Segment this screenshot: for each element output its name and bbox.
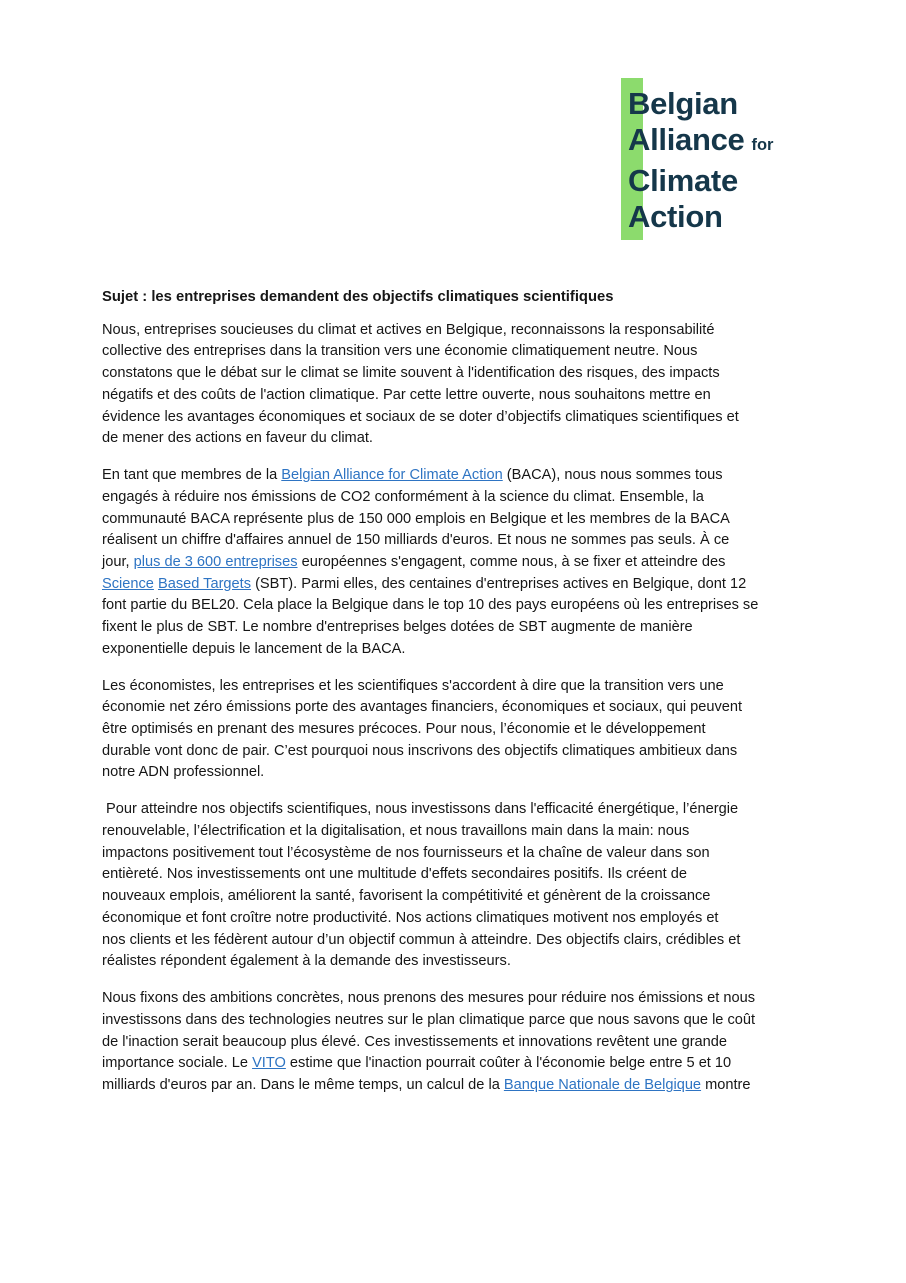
- letter-content: [102, 287, 802, 1112]
- banque-nationale-link[interactable]: Banque Nationale de Belgique: [503, 1076, 702, 1093]
- text-line: Nous fixons des ambitions concrètes, nous prenons des mesures pour réduire nos émissions et nous: [102, 990, 756, 1007]
- text-line: nos clients et les fédèrent autour d’un objectif commun à atteindre. Des objectifs clairs, crédibles et: [102, 931, 741, 948]
- based-targets-link[interactable]: Based Targets: [157, 575, 252, 592]
- text-line: renouvelable, l’électrification et la digitalisation, et nous travaillons main dans la main: nous: [102, 823, 690, 840]
- letter-body: [102, 320, 802, 1097]
- text-line: réalisent un chiffre d'affaires annuel de 150 milliards d'euros. Et nous ne sommes pas seuls. À ce: [102, 532, 730, 549]
- text-line: fixent le plus de SBT. Le nombre d'entreprises belges dotées de SBT augmente de manière: [102, 619, 693, 636]
- text-line: négatifs et des coûts de l'action climatique. Par cette lettre ouverte, nous souhaitons mettre en: [102, 386, 711, 403]
- text-line: économie net zéro émissions porte des avantages financiers, économiques et sociaux, qui peuvent: [102, 699, 743, 716]
- text-line: réalistes répondent également à la demande des investisseurs.: [102, 953, 511, 970]
- logo-line-climate: Climate: [628, 163, 738, 198]
- text-line: de mener des actions en faveur du climat.: [102, 430, 373, 447]
- paragraph-investments: [102, 799, 802, 973]
- paragraph-intro: [102, 320, 802, 450]
- paragraph-economists-agree: [102, 676, 802, 785]
- science-link[interactable]: Science: [102, 575, 154, 592]
- text-line: constatons que le débat sur le climat se limite souvent à l'identification des risques, des impacts: [102, 365, 720, 382]
- text-line: impactons positivement tout l’écosystème de nos fournisseurs et la chaîne de valeur dans son: [102, 844, 710, 861]
- text-line: communauté BACA représente plus de 150 000 emplois en Belgique et les membres de la BACA: [102, 510, 730, 527]
- text-line: investissons dans des technologies neutres sur le plan climatique parce que nous savons que le coût: [102, 1011, 756, 1028]
- vito-link[interactable]: VITO: [252, 1055, 286, 1072]
- text-line: être optimisés en prenant des mesures précoces. Pour nous, l’économie et le développement: [102, 721, 706, 738]
- paragraph-baca-membership: [102, 465, 802, 660]
- text-line: durable vont donc de pair. C’est pourquoi nous inscrivons des objectifs climatiques ambitieux dans: [102, 742, 738, 759]
- text-line: évidence les avantages économiques et sociaux de se doter d’objectifs climatiques scientifiques et: [102, 408, 739, 425]
- text-line: nouveaux emplois, améliorent la santé, favorisent la compétitivité et génèrent de la croissance: [102, 888, 711, 905]
- logo-wordmark: [628, 78, 821, 234]
- more-than-3600-companies-link[interactable]: plus de 3 600 entreprises: [133, 553, 298, 570]
- logo-word-alliance: Alliance: [628, 121, 745, 157]
- text-line: notre ADN professionnel.: [102, 764, 265, 781]
- text-line: collective des entreprises dans la transition vers une économie climatiquement neutre. Nous: [102, 343, 698, 360]
- baca-link[interactable]: Belgian Alliance for Climate Action: [281, 467, 503, 484]
- text-line: engagés à réduire nos émissions de CO2 conformément à la science du climat. Ensemble, la: [102, 488, 704, 505]
- logo-line-action: Action: [628, 198, 723, 234]
- subject-line: Sujet : les entreprises demandent des objectifs climatiques scientifiques: [102, 289, 614, 305]
- logo-word-for: for: [751, 135, 774, 154]
- text-line: Pour atteindre nos objectifs scientifiques, nous investissons dans l'efficacité énergétique, l’énergie: [102, 801, 739, 818]
- text-line: jour, plus de 3 600 entreprises européennes s'engagent, comme nous, à se fixer et atteindre des: [102, 553, 726, 570]
- text-line: exponentielle depuis le lancement de la BACA.: [102, 640, 406, 657]
- text-line: milliards d'euros par an. Dans le même temps, un calcul de la Banque Nationale de Belgique montre: [102, 1076, 751, 1093]
- logo-line-alliance-for: [628, 122, 821, 164]
- text-line: importance sociale. Le VITO estime que l'inaction pourrait coûter à l'économie belge entre 5 et 10: [102, 1055, 732, 1072]
- text-line: de l'inaction serait beaucoup plus élevé. Ces investissements et innovations revêtent une grande: [102, 1033, 728, 1050]
- text-line: Nous, entreprises soucieuses du climat et actives en Belgique, reconnaissons la responsabilité: [102, 321, 715, 338]
- text-line: Les économistes, les entreprises et les scientifiques s'accordent à dire que la transition vers une: [102, 677, 724, 694]
- text-line: font partie du BEL20. Cela place la Belgique dans le top 10 des pays européens où les entreprises se: [102, 597, 759, 614]
- text-line: En tant que membres de la Belgian Alliance for Climate Action (BACA), nous nous sommes tous: [102, 467, 723, 484]
- text-line: entièreté. Nos investissements ont une multitude d'effets secondaires positifs. Ils créent de: [102, 866, 687, 883]
- text-line: Science Based Targets (SBT). Parmi elles, des centaines d'entreprises actives en Belgique, dont 12: [102, 575, 747, 592]
- logo-line-belgian: Belgian: [628, 86, 738, 121]
- baca-logo: [621, 78, 821, 234]
- paragraph-cost-of-inaction: [102, 988, 802, 1097]
- text-line: économique et font croître notre productivité. Nos actions climatiques motivent nos employés et: [102, 909, 719, 926]
